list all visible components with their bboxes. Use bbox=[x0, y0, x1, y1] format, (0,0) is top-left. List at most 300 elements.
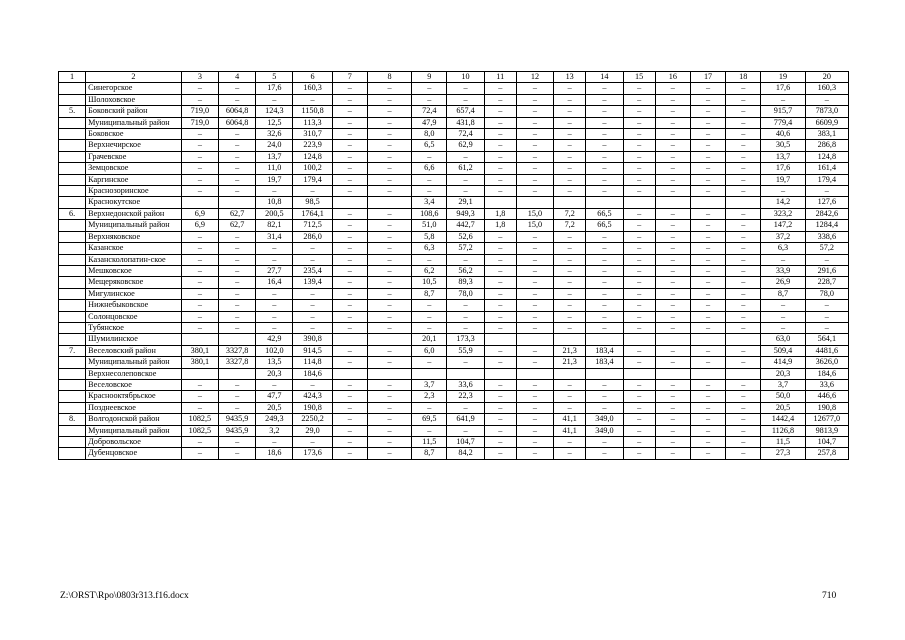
value-cell: – bbox=[181, 243, 218, 254]
value-cell: 6,3 bbox=[412, 243, 447, 254]
value-cell: 9435,9 bbox=[219, 414, 256, 425]
value-cell: – bbox=[332, 243, 367, 254]
value-cell: 719,0 bbox=[181, 106, 218, 117]
value-cell bbox=[586, 334, 623, 345]
value-cell: 72,4 bbox=[447, 129, 484, 140]
value-cell: – bbox=[655, 163, 690, 174]
value-cell: – bbox=[726, 345, 761, 356]
value-cell: – bbox=[726, 231, 761, 242]
value-cell: 712,5 bbox=[293, 220, 332, 231]
value-cell: 11,0 bbox=[256, 163, 293, 174]
value-cell: – bbox=[219, 379, 256, 390]
value-cell: 42,9 bbox=[256, 334, 293, 345]
column-header: 2 bbox=[86, 72, 182, 83]
value-cell: 3327,8 bbox=[219, 357, 256, 368]
value-cell bbox=[554, 334, 586, 345]
territory-name-cell: Солонцовское bbox=[86, 311, 182, 322]
value-cell: – bbox=[332, 391, 367, 402]
value-cell bbox=[367, 197, 411, 208]
value-cell: – bbox=[516, 300, 553, 311]
value-cell: – bbox=[655, 129, 690, 140]
territory-name-cell: Мешковское bbox=[86, 265, 182, 276]
value-cell: – bbox=[690, 174, 725, 185]
value-cell: – bbox=[805, 94, 848, 105]
value-cell: – bbox=[219, 437, 256, 448]
value-cell: – bbox=[332, 231, 367, 242]
value-cell: – bbox=[516, 106, 553, 117]
value-cell: 12,5 bbox=[256, 117, 293, 128]
territory-name-cell: Верхняковское bbox=[86, 231, 182, 242]
value-cell bbox=[655, 368, 690, 379]
table-row bbox=[59, 345, 849, 356]
table-row bbox=[59, 379, 849, 390]
value-cell: – bbox=[181, 186, 218, 197]
value-cell: 57,2 bbox=[447, 243, 484, 254]
territory-name-cell: Добровольское bbox=[86, 437, 182, 448]
value-cell: 200,5 bbox=[256, 208, 293, 219]
value-cell: 6,9 bbox=[181, 220, 218, 231]
value-cell: 414,9 bbox=[761, 357, 805, 368]
value-cell: – bbox=[181, 437, 218, 448]
value-cell: – bbox=[332, 106, 367, 117]
value-cell: – bbox=[623, 357, 655, 368]
value-cell: 6,2 bbox=[412, 265, 447, 276]
value-cell: – bbox=[516, 345, 553, 356]
territory-name-cell: Муниципальный район bbox=[86, 357, 182, 368]
value-cell: 13,7 bbox=[256, 151, 293, 162]
value-cell: 6,6 bbox=[412, 163, 447, 174]
value-cell bbox=[554, 368, 586, 379]
value-cell: – bbox=[623, 391, 655, 402]
value-cell: – bbox=[623, 265, 655, 276]
value-cell: – bbox=[554, 151, 586, 162]
territory-name-cell: Казансколопатин-ское bbox=[86, 254, 182, 265]
value-cell: – bbox=[761, 254, 805, 265]
value-cell: – bbox=[219, 94, 256, 105]
value-cell: – bbox=[690, 140, 725, 151]
territory-name-cell: Синегорское bbox=[86, 83, 182, 94]
value-cell: 124,8 bbox=[293, 151, 332, 162]
value-cell: – bbox=[516, 163, 553, 174]
value-cell: – bbox=[516, 448, 553, 459]
value-cell: – bbox=[623, 163, 655, 174]
column-header: 17 bbox=[690, 72, 725, 83]
value-cell: – bbox=[554, 140, 586, 151]
value-cell: – bbox=[586, 129, 623, 140]
value-cell: 51,0 bbox=[412, 220, 447, 231]
value-cell: – bbox=[726, 322, 761, 333]
value-cell: 78,0 bbox=[447, 288, 484, 299]
value-cell: 641,9 bbox=[447, 414, 484, 425]
value-cell: – bbox=[332, 379, 367, 390]
value-cell: – bbox=[690, 94, 725, 105]
value-cell: – bbox=[655, 94, 690, 105]
value-cell: 69,5 bbox=[412, 414, 447, 425]
value-cell: – bbox=[484, 402, 516, 413]
value-cell: 223,9 bbox=[293, 140, 332, 151]
value-cell: – bbox=[332, 414, 367, 425]
table-row bbox=[59, 368, 849, 379]
value-cell: – bbox=[655, 151, 690, 162]
value-cell: – bbox=[554, 106, 586, 117]
value-cell: – bbox=[484, 322, 516, 333]
value-cell: – bbox=[367, 448, 411, 459]
value-cell: – bbox=[219, 254, 256, 265]
value-cell: – bbox=[655, 437, 690, 448]
value-cell: – bbox=[367, 106, 411, 117]
value-cell: 286,0 bbox=[293, 231, 332, 242]
value-cell: – bbox=[623, 129, 655, 140]
value-cell: – bbox=[655, 186, 690, 197]
value-cell: 161,4 bbox=[805, 163, 848, 174]
value-cell: – bbox=[367, 357, 411, 368]
value-cell: 446,6 bbox=[805, 391, 848, 402]
value-cell: – bbox=[367, 277, 411, 288]
value-cell: – bbox=[516, 129, 553, 140]
table-row bbox=[59, 208, 849, 219]
value-cell: – bbox=[293, 288, 332, 299]
territory-name-cell: Мигулинское bbox=[86, 288, 182, 299]
value-cell: – bbox=[726, 140, 761, 151]
table-row bbox=[59, 106, 849, 117]
value-cell: 2250,2 bbox=[293, 414, 332, 425]
value-cell: – bbox=[412, 174, 447, 185]
value-cell: 184,6 bbox=[293, 368, 332, 379]
value-cell: – bbox=[447, 311, 484, 322]
value-cell: 249,3 bbox=[256, 414, 293, 425]
value-cell: – bbox=[484, 106, 516, 117]
value-cell: 21,3 bbox=[554, 345, 586, 356]
value-cell: – bbox=[219, 277, 256, 288]
value-cell: 5,8 bbox=[412, 231, 447, 242]
value-cell: – bbox=[516, 174, 553, 185]
value-cell: – bbox=[726, 254, 761, 265]
value-cell: – bbox=[655, 117, 690, 128]
row-number-cell bbox=[59, 94, 86, 105]
value-cell: – bbox=[623, 140, 655, 151]
value-cell: 657,4 bbox=[447, 106, 484, 117]
value-cell: – bbox=[332, 265, 367, 276]
value-cell: – bbox=[726, 425, 761, 436]
value-cell: – bbox=[256, 243, 293, 254]
value-cell: – bbox=[332, 254, 367, 265]
value-cell: – bbox=[367, 379, 411, 390]
value-cell: – bbox=[586, 288, 623, 299]
value-cell: 6609,9 bbox=[805, 117, 848, 128]
value-cell bbox=[516, 368, 553, 379]
value-cell bbox=[655, 334, 690, 345]
value-cell: 6064,8 bbox=[219, 106, 256, 117]
value-cell: – bbox=[554, 117, 586, 128]
value-cell: – bbox=[293, 254, 332, 265]
value-cell: – bbox=[690, 311, 725, 322]
value-cell: – bbox=[586, 379, 623, 390]
value-cell: – bbox=[690, 300, 725, 311]
value-cell bbox=[726, 197, 761, 208]
value-cell: 57,2 bbox=[805, 243, 848, 254]
value-cell: 6,0 bbox=[412, 345, 447, 356]
value-cell: – bbox=[181, 151, 218, 162]
value-cell: – bbox=[256, 311, 293, 322]
value-cell: – bbox=[655, 254, 690, 265]
value-cell: – bbox=[367, 163, 411, 174]
value-cell: 160,3 bbox=[293, 83, 332, 94]
value-cell: – bbox=[367, 311, 411, 322]
value-cell: 8,7 bbox=[761, 288, 805, 299]
value-cell: – bbox=[484, 174, 516, 185]
value-cell bbox=[367, 334, 411, 345]
value-cell: – bbox=[332, 129, 367, 140]
value-cell: – bbox=[554, 243, 586, 254]
value-cell: – bbox=[447, 186, 484, 197]
value-cell: – bbox=[181, 322, 218, 333]
value-cell: – bbox=[586, 231, 623, 242]
value-cell: – bbox=[690, 265, 725, 276]
value-cell: – bbox=[554, 402, 586, 413]
document-path: Z:\ORST\Rpo\0803r313.f16.docx bbox=[60, 591, 189, 601]
value-cell: 147,2 bbox=[761, 220, 805, 231]
value-cell: 338,6 bbox=[805, 231, 848, 242]
value-cell: – bbox=[293, 94, 332, 105]
territory-name-cell: Муниципальный район bbox=[86, 220, 182, 231]
table-row bbox=[59, 94, 849, 105]
value-cell: 323,2 bbox=[761, 208, 805, 219]
value-cell: – bbox=[690, 231, 725, 242]
value-cell bbox=[332, 368, 367, 379]
value-cell: – bbox=[586, 437, 623, 448]
value-cell: – bbox=[554, 174, 586, 185]
value-cell: 47,7 bbox=[256, 391, 293, 402]
value-cell: – bbox=[256, 379, 293, 390]
table-row bbox=[59, 300, 849, 311]
value-cell: – bbox=[367, 83, 411, 94]
value-cell: – bbox=[655, 140, 690, 151]
value-cell: – bbox=[484, 288, 516, 299]
value-cell: 26,9 bbox=[761, 277, 805, 288]
value-cell: – bbox=[586, 402, 623, 413]
value-cell: 33,6 bbox=[805, 379, 848, 390]
value-cell: – bbox=[623, 311, 655, 322]
value-cell: – bbox=[367, 391, 411, 402]
value-cell: – bbox=[367, 288, 411, 299]
value-cell: 113,3 bbox=[293, 117, 332, 128]
value-cell: 509,4 bbox=[761, 345, 805, 356]
value-cell: – bbox=[367, 437, 411, 448]
value-cell: – bbox=[726, 265, 761, 276]
column-header: 8 bbox=[367, 72, 411, 83]
territory-name-cell: Дубенцовское bbox=[86, 448, 182, 459]
row-number-cell bbox=[59, 277, 86, 288]
value-cell: – bbox=[554, 94, 586, 105]
row-number-cell bbox=[59, 243, 86, 254]
column-header: 3 bbox=[181, 72, 218, 83]
value-cell: 310,7 bbox=[293, 129, 332, 140]
value-cell: – bbox=[256, 322, 293, 333]
value-cell: – bbox=[586, 277, 623, 288]
value-cell: 27,3 bbox=[761, 448, 805, 459]
value-cell: – bbox=[726, 414, 761, 425]
row-number-cell bbox=[59, 357, 86, 368]
value-cell: – bbox=[332, 163, 367, 174]
value-cell: – bbox=[761, 311, 805, 322]
value-cell: – bbox=[256, 186, 293, 197]
value-cell: – bbox=[655, 311, 690, 322]
value-cell: – bbox=[726, 186, 761, 197]
value-cell: – bbox=[805, 311, 848, 322]
value-cell: – bbox=[554, 391, 586, 402]
value-cell: 63,0 bbox=[761, 334, 805, 345]
table-row bbox=[59, 140, 849, 151]
value-cell: – bbox=[516, 254, 553, 265]
value-cell: 16,4 bbox=[256, 277, 293, 288]
value-cell: – bbox=[586, 106, 623, 117]
value-cell: – bbox=[516, 265, 553, 276]
value-cell: – bbox=[623, 83, 655, 94]
table-row bbox=[59, 322, 849, 333]
value-cell: – bbox=[655, 379, 690, 390]
value-cell: – bbox=[516, 437, 553, 448]
value-cell: – bbox=[447, 174, 484, 185]
value-cell: – bbox=[332, 220, 367, 231]
value-cell: – bbox=[554, 311, 586, 322]
value-cell: 18,6 bbox=[256, 448, 293, 459]
value-cell: – bbox=[623, 220, 655, 231]
value-cell: – bbox=[367, 300, 411, 311]
value-cell: – bbox=[181, 448, 218, 459]
value-cell: – bbox=[655, 220, 690, 231]
row-number-cell bbox=[59, 437, 86, 448]
value-cell: – bbox=[412, 83, 447, 94]
value-cell: – bbox=[516, 186, 553, 197]
value-cell: – bbox=[181, 163, 218, 174]
value-cell: – bbox=[181, 311, 218, 322]
value-cell: – bbox=[690, 402, 725, 413]
row-number-cell bbox=[59, 311, 86, 322]
territory-name-cell: Каргинское bbox=[86, 174, 182, 185]
value-cell: – bbox=[332, 311, 367, 322]
value-cell: – bbox=[332, 140, 367, 151]
data-sheet bbox=[58, 71, 849, 460]
value-cell: – bbox=[367, 140, 411, 151]
value-cell bbox=[181, 334, 218, 345]
value-cell: 1082,5 bbox=[181, 425, 218, 436]
value-cell: 183,4 bbox=[586, 345, 623, 356]
value-cell: 40,6 bbox=[761, 129, 805, 140]
value-cell: – bbox=[554, 379, 586, 390]
value-cell: 431,8 bbox=[447, 117, 484, 128]
value-cell: – bbox=[219, 231, 256, 242]
value-cell: – bbox=[623, 322, 655, 333]
territory-name-cell: Краснооктябрьское bbox=[86, 391, 182, 402]
value-cell: 11,5 bbox=[412, 437, 447, 448]
value-cell: – bbox=[655, 322, 690, 333]
value-cell: – bbox=[586, 265, 623, 276]
value-cell: 380,1 bbox=[181, 345, 218, 356]
value-cell: 56,2 bbox=[447, 265, 484, 276]
value-cell: – bbox=[554, 288, 586, 299]
value-cell: 104,7 bbox=[805, 437, 848, 448]
value-cell: – bbox=[484, 243, 516, 254]
territory-name-cell: Нижнебыковское bbox=[86, 300, 182, 311]
row-number-cell bbox=[59, 368, 86, 379]
value-cell: 11,5 bbox=[761, 437, 805, 448]
column-header: 9 bbox=[412, 72, 447, 83]
value-cell: 3,2 bbox=[256, 425, 293, 436]
value-cell: – bbox=[690, 345, 725, 356]
column-header: 13 bbox=[554, 72, 586, 83]
value-cell: – bbox=[805, 186, 848, 197]
value-cell: – bbox=[586, 322, 623, 333]
value-cell: – bbox=[516, 231, 553, 242]
value-cell: – bbox=[219, 174, 256, 185]
value-cell: – bbox=[726, 94, 761, 105]
territory-name-cell: Волгодонской район bbox=[86, 414, 182, 425]
value-cell: 291,6 bbox=[805, 265, 848, 276]
value-cell: – bbox=[412, 322, 447, 333]
value-cell: 173,6 bbox=[293, 448, 332, 459]
table-row bbox=[59, 425, 849, 436]
value-cell: – bbox=[181, 140, 218, 151]
value-cell: – bbox=[367, 117, 411, 128]
value-cell: – bbox=[586, 186, 623, 197]
value-cell: – bbox=[332, 174, 367, 185]
value-cell: 914,5 bbox=[293, 345, 332, 356]
territory-name-cell: Веселовское bbox=[86, 379, 182, 390]
value-cell: – bbox=[484, 129, 516, 140]
value-cell: – bbox=[484, 391, 516, 402]
value-cell: 257,8 bbox=[805, 448, 848, 459]
value-cell bbox=[690, 197, 725, 208]
value-cell: – bbox=[219, 129, 256, 140]
value-cell: – bbox=[655, 357, 690, 368]
value-cell: 62,7 bbox=[219, 220, 256, 231]
value-cell: 190,8 bbox=[293, 402, 332, 413]
territory-name-cell: Муниципальный район bbox=[86, 425, 182, 436]
value-cell: 20,3 bbox=[256, 368, 293, 379]
value-cell: 31,4 bbox=[256, 231, 293, 242]
value-cell: – bbox=[586, 140, 623, 151]
value-cell: – bbox=[726, 277, 761, 288]
value-cell: – bbox=[726, 151, 761, 162]
territory-name-cell: Верхнедонской район bbox=[86, 208, 182, 219]
value-cell: 29,0 bbox=[293, 425, 332, 436]
value-cell: 915,7 bbox=[761, 106, 805, 117]
territory-name-cell: Мещеряковское bbox=[86, 277, 182, 288]
value-cell: – bbox=[554, 163, 586, 174]
value-cell: – bbox=[412, 402, 447, 413]
value-cell: 13,7 bbox=[761, 151, 805, 162]
value-cell: – bbox=[293, 437, 332, 448]
value-cell: 9813,9 bbox=[805, 425, 848, 436]
value-cell: – bbox=[412, 186, 447, 197]
value-cell bbox=[516, 197, 553, 208]
allocation-table bbox=[58, 71, 849, 460]
value-cell: – bbox=[484, 254, 516, 265]
value-cell: 1764,1 bbox=[293, 208, 332, 219]
value-cell bbox=[332, 197, 367, 208]
value-cell: – bbox=[412, 94, 447, 105]
value-cell: – bbox=[484, 379, 516, 390]
value-cell: 37,2 bbox=[761, 231, 805, 242]
value-cell: 89,3 bbox=[447, 277, 484, 288]
value-cell: – bbox=[516, 414, 553, 425]
value-cell: – bbox=[516, 379, 553, 390]
value-cell bbox=[586, 197, 623, 208]
value-cell: – bbox=[690, 379, 725, 390]
table-row bbox=[59, 220, 849, 231]
value-cell: – bbox=[554, 277, 586, 288]
value-cell: 349,0 bbox=[586, 414, 623, 425]
